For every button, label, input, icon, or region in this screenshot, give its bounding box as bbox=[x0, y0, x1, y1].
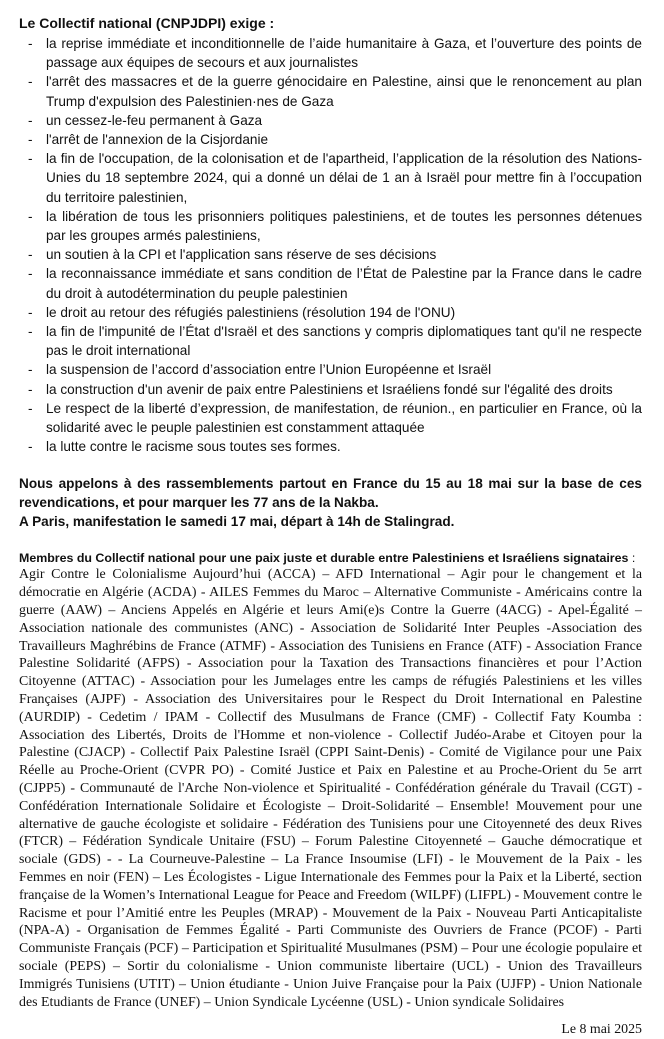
bullet-dash: - bbox=[28, 400, 33, 416]
demand-item bbox=[19, 264, 642, 302]
signatories-list bbox=[19, 566, 642, 1011]
demand-item bbox=[19, 207, 642, 245]
demand-item bbox=[19, 149, 642, 207]
demand-item bbox=[19, 322, 642, 360]
bullet-dash: - bbox=[28, 151, 33, 167]
members-heading-colon: : bbox=[628, 551, 636, 566]
bullet-dash: - bbox=[28, 324, 33, 340]
bullet-dash: - bbox=[28, 381, 33, 397]
demand-item bbox=[19, 360, 642, 379]
demand-item bbox=[19, 437, 642, 456]
members-heading bbox=[19, 550, 642, 566]
bullet-dash: - bbox=[28, 36, 33, 51]
bullet-dash: - bbox=[28, 362, 33, 378]
bullet-dash: - bbox=[28, 132, 33, 148]
demand-text: la fin de l'impunité de l’État d'Israël et des sanctions y compris diplomatiques tant qu'il ne respecte pas le droit international bbox=[46, 324, 642, 359]
bullet-dash: - bbox=[28, 74, 33, 90]
demand-text: le droit au retour des réfugiés palestiniens (résolution 194 de l'ONU) bbox=[46, 304, 456, 320]
bullet-dash: - bbox=[28, 266, 33, 282]
demand-text: un soutien à la CPI et l'application sans réserve de ses décisions bbox=[46, 247, 437, 263]
bullet-dash: - bbox=[28, 247, 33, 263]
paris-demo-text: A Paris, manifestation le samedi 17 mai, départ à 14h de Stalingrad. bbox=[19, 514, 455, 530]
demand-text: la construction d'un avenir de paix entre Palestiniens et Israéliens fondé sur l'égalité des droits bbox=[46, 381, 613, 397]
demand-item bbox=[19, 380, 642, 399]
demands-heading: Le Collectif national (CNPJDPI) exige : bbox=[19, 15, 275, 31]
members-heading-text: Membres du Collectif national pour une paix juste et durable entre Palestiniens et Israéliens signataires bbox=[19, 551, 629, 566]
demand-text: l'arrêt de l'annexion de la Cisjordanie bbox=[46, 132, 269, 148]
demand-text: la reconnaissance immédiate et sans condition de l’État de Palestine par la France dans le cadre du droit à autodétermination du peuple palestinien bbox=[46, 266, 642, 301]
demand-text: la libération de tous les prisonniers politiques palestiniens, et de toutes les personnes détenues par les groupes armés palestiniens, bbox=[46, 208, 642, 244]
demand-item bbox=[19, 34, 642, 72]
demand-text: la fin de l'occupation, de la colonisation et de l'apartheid, l’application de la résolution des Nations-Unies du 18 septembre 2024, qui a donné un délai de 1 an à Israël pour mettre fin à l’occupation du territoire palestinien, bbox=[46, 151, 642, 205]
demands-list bbox=[19, 34, 642, 456]
demand-item bbox=[19, 111, 642, 130]
demand-item bbox=[19, 72, 642, 110]
document-date: Le 8 mai 2025 bbox=[561, 1022, 642, 1038]
demand-item bbox=[19, 303, 642, 322]
signatories-text: Agir Contre le Colonialisme Aujourd’hui (ACCA) – AFD International – Agir pour le changement et la démocratie en Algérie (ACDA) - AILES Femmes du Maroc – Alternative Communiste - Américains contre la guerre (AAW) – Anciens Appelés en Algérie et leurs Ami(e)s Contre la Guerre (4ACG) - Apel-Égalité – Association nationale des communistes (ANC) - Association de Solidarité Inter Peuples -Association des Travailleurs Maghrébins de France (ATMF) - Association des Tunisiens en France (ATF) - Association France Palestine Solidarité (AFPS) - Association pour la Taxation des Transactions financières et pour l’Action Citoyenne (ATTAC) - Association pour les Jumelages entre les camps de réfugiés Palestiniens et les villes Françaises (AJPF) - Association des Universitaires pour le Respect du Droit International en Palestine (AURDIP) - Cedetim / IPAM - Collectif des Musulmans de France (CMF) - Collectif Faty Koumba : Association des Libertés, Droits de l'Homme et non-violence - Collectif Judéo-Arabe et Citoyen pour la Palestine (CJACP) - Collectif Paix Palestine Israël (CPPI Saint-Denis) - Comité de Vigilance pour une Paix Réelle au Proche-Orient (CVPR PO) - Comité Justice et Paix en Palestine et au Proche-Orient du 5e arrt (CJPP5) - Communauté de l'Arche Non-violence et Spiritualité - Confédération générale du Travail (CGT) - Confédération Internationale Solidaire et Écologiste – Droit-Solidarité – Ensemble! Mouvement pour une alternative de gauche écologiste et solidaire - Fédération des Tunisiens pour une Citoyenneté des deux Rives (FTCR) – Fédération Syndicale Unitaire (FSU) – Forum Palestine Citoyenneté – Gauche démocratique et sociale (GDS) - - La Courneuve-Palestine – La France Insoumise (LFI) - le Mouvement de la Paix - les Femmes en noir (FEN) – Les Écologistes - Ligue Internationale des Femmes pour la Paix et la Liberté, section française de la Women’s International League for Peace and Freedom (WILPF) (LIFPL) - Mouvement contre le Racisme et pour l’Amitié entre les Peuples (MRAP) - Mouvement de la Paix - Nouveau Parti Anticapitaliste (NPA-A) - Organisation de Femmes Égalité - Parti Communiste des Ouvriers de France (PCOF) - Parti Communiste Français (PCF) – Participation et Spiritualité Musulmanes (PSM) – Pour une écologie populaire et sociale (PEPS) – Sortir du colonialisme - Union communiste libertaire (UCL) - Union des Travailleurs Immigrés Tunisiens (UTIT) – Union étudiante - Union Juive Française pour la Paix (UJFP) - Union Nationale des Etudiants de France (UNEF) – Union Syndicale Lycéenne (USL) - Union syndicale Solidaires bbox=[19, 567, 642, 1010]
demand-text: Le respect de la liberté d’expression, de manifestation, de réunion., en particulier en France, où la solidarité avec le peuple palestinien est constamment attaquée bbox=[46, 400, 642, 436]
demand-text: la suspension de l’accord d’association entre l’Union Européenne et Israël bbox=[46, 362, 492, 378]
demand-text: la reprise immédiate et inconditionnelle de l’aide humanitaire à Gaza, et l’ouverture des points de passage aux équipes de secours et aux journalistes bbox=[46, 36, 642, 71]
bullet-dash: - bbox=[28, 208, 33, 224]
demand-item bbox=[19, 130, 642, 149]
bullet-dash: - bbox=[28, 439, 33, 455]
demand-text: la lutte contre le racisme sous toutes ses formes. bbox=[46, 439, 341, 455]
demand-text: l'arrêt des massacres et de la guerre génocidaire en Palestine, ainsi que le renoncement au plan Trump d'expulsion des Palestinien·nes de Gaza bbox=[46, 74, 642, 109]
demand-item bbox=[19, 245, 642, 264]
bullet-dash: - bbox=[28, 112, 33, 128]
demand-item bbox=[19, 399, 642, 437]
call-to-action bbox=[19, 474, 642, 531]
bullet-dash: - bbox=[28, 304, 33, 320]
demand-text: un cessez-le-feu permanent à Gaza bbox=[46, 112, 263, 128]
call-text: Nous appelons à des rassemblements partout en France du 15 au 18 mai sur la base de ces revendications, et pour marquer les 77 ans de la Nakba. bbox=[19, 476, 642, 511]
